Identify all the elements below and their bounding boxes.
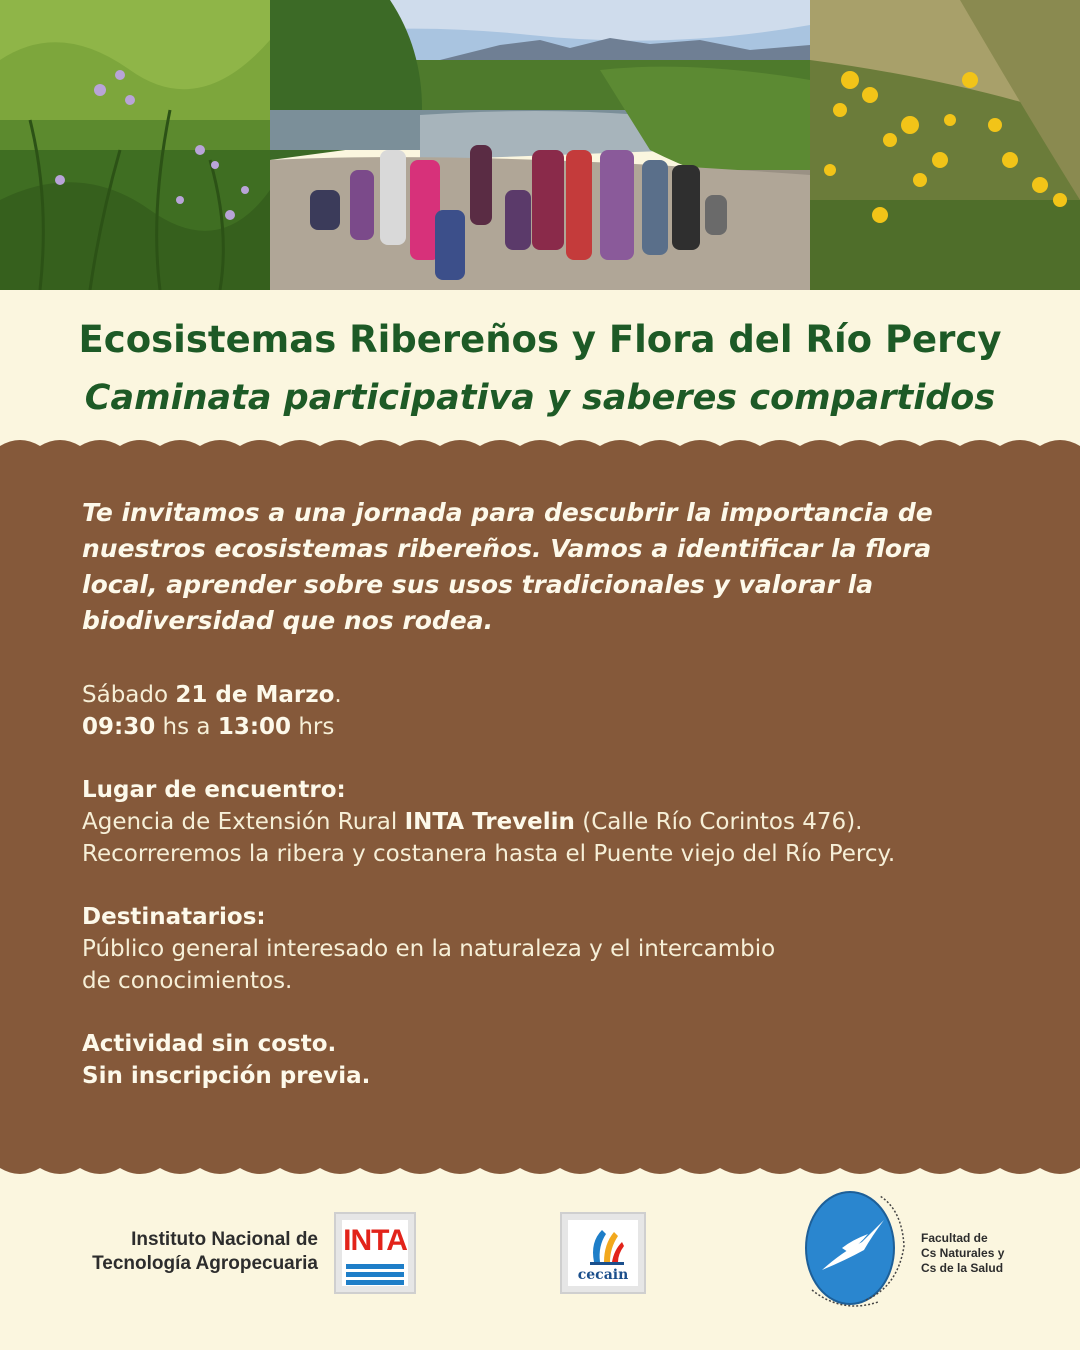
faculty-line-1: Facultad de [921,1231,988,1245]
sponsor-footer [0,1176,1080,1350]
intro-text: Te invitamos a una jornada para descubrir la importancia de nuestros ecosistemas ribereños. Vamos a identificar la flora local, aprender sobre sus usos tradicionales y valorar la biodiversidad que nos rodea. [82,498,933,635]
title-band [0,290,1080,450]
schedule [82,679,1012,1092]
schedule-end-suffix: hrs [291,714,335,740]
schedule-time-line [82,711,1012,743]
meadow-flowers-photo [0,0,270,290]
location-block [82,774,1012,870]
location-line-1 [82,806,1012,838]
conditions-cost: Actividad sin costo. [82,1031,337,1057]
inta-name-line-2: Tecnología Agropecuaria [92,1253,318,1274]
info-content [82,495,1012,1092]
location-address: (Calle Río Corintos 476). [574,809,863,835]
location-agency: Agencia de Extensión Rural [82,809,405,835]
inta-name-line-1: Instituto Nacional de [131,1229,318,1250]
cecain-logo-text: cecain [577,1267,629,1283]
group-riverbank-photo [270,0,810,290]
page-subtitle: Caminata participativa y saberes compartidos [84,378,996,418]
schedule-day: Sábado [82,682,176,708]
yellow-flowers-photo [810,0,1080,290]
cecain-emblem-icon [568,1222,642,1272]
location-inta: INTA Trevelin [404,809,575,835]
audience-line-2: de conocimientos. [82,968,293,994]
conditions-registration: Sin inscripción previa. [82,1063,371,1089]
schedule-end-time: 13:00 [217,714,292,740]
photo-strip [0,0,1080,290]
inta-name [60,1228,318,1276]
faculty-line-2: Cs Naturales y [921,1246,1005,1260]
schedule-date-line [82,679,1012,711]
conditions-block [82,1028,1012,1092]
page-title: Ecosistemas Ribereños y Flora del Río Percy [78,318,1002,361]
audience-block [82,901,1012,997]
info-panel [0,450,1080,1165]
inta-logo [334,1212,416,1294]
audience-line-1: Público general interesado en la naturaleza y el intercambio [82,936,776,962]
audience-heading: Destinatarios: [82,904,266,930]
location-heading: Lugar de encuentro: [82,777,346,803]
wave-divider-bottom [0,1162,1080,1176]
inta-logo-text: INTA [343,1224,407,1257]
schedule-date: 21 de Marzo [175,682,335,708]
schedule-date-suffix: . [334,682,342,708]
cecain-logo [560,1212,646,1294]
university-seal-icon [802,1190,912,1316]
schedule-between: hs a [155,714,218,740]
location-line-2: Recorreremos la ribera y costanera hasta el Puente viejo del Río Percy. [82,841,896,867]
faculty-line-3: Cs de la Salud [921,1261,1004,1275]
schedule-start-time: 09:30 [82,714,156,740]
faculty-name [921,1231,1041,1276]
